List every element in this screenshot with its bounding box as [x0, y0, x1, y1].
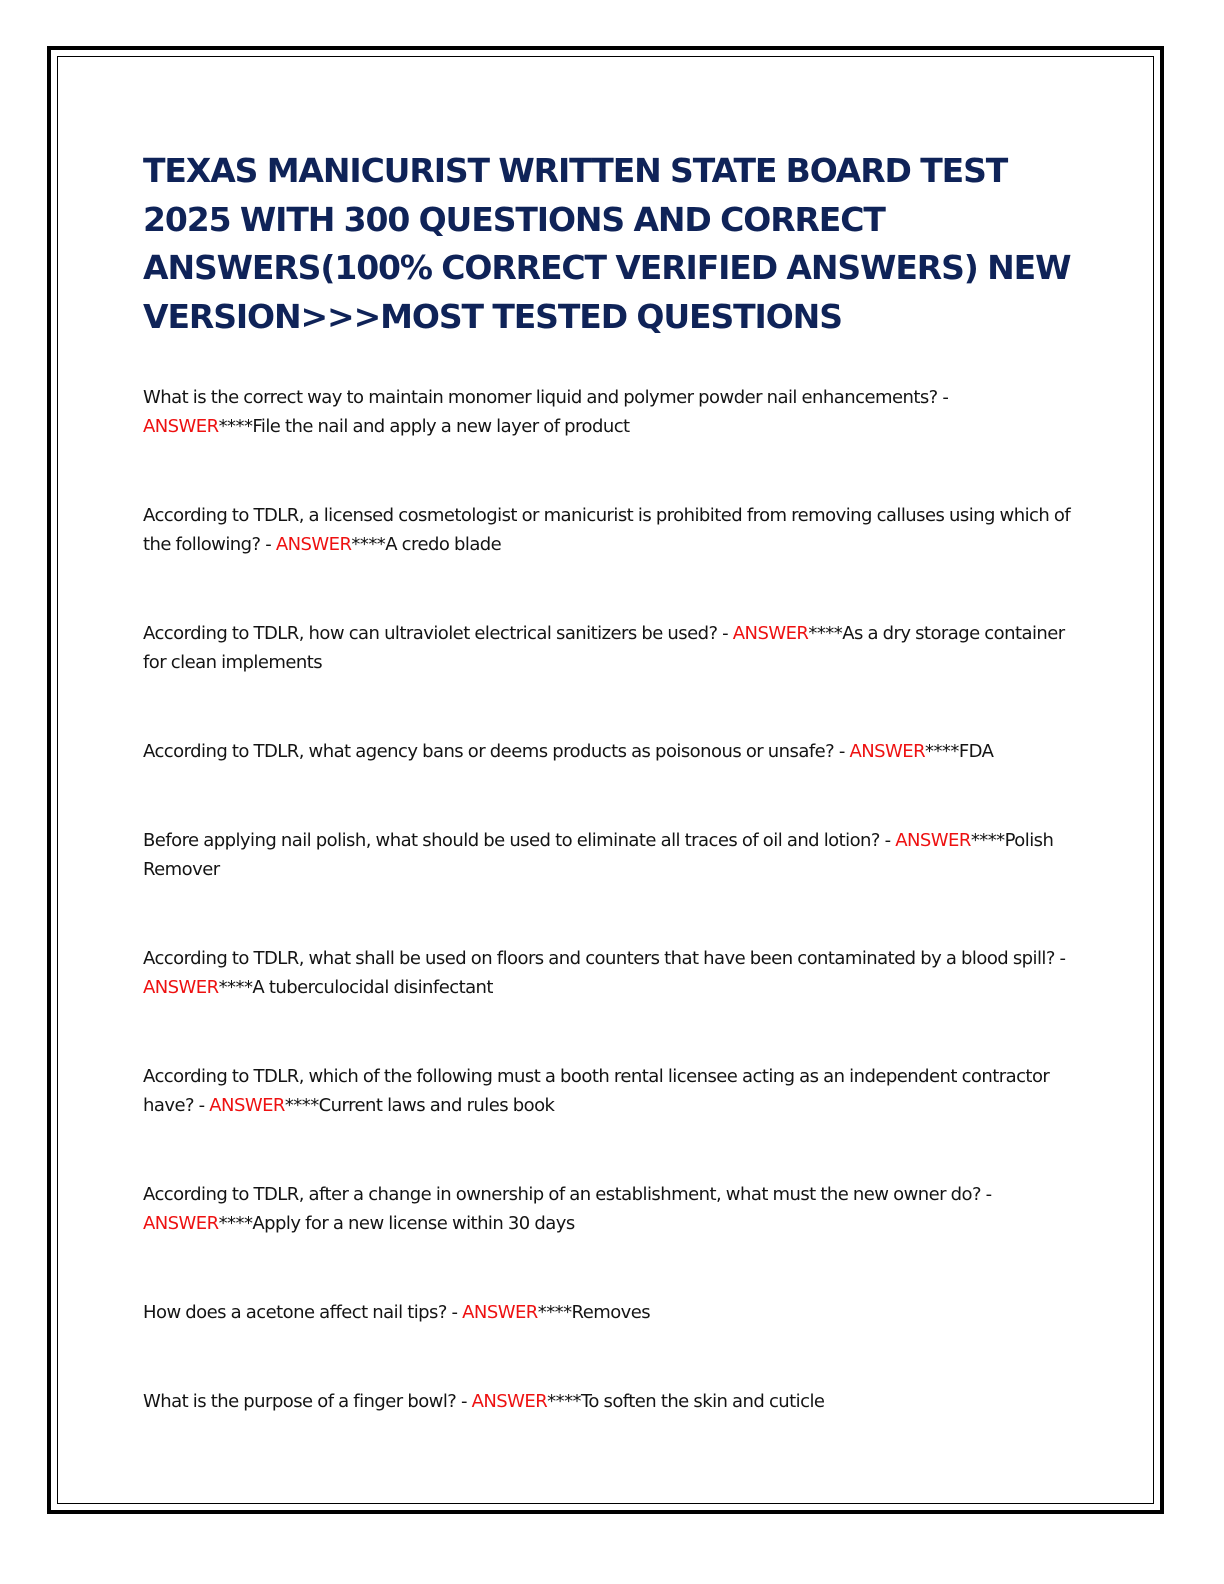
answer-text: ****Removes — [537, 1302, 651, 1323]
question-text: How does a acetone affect nail tips? - — [143, 1302, 463, 1323]
question-text: What is the purpose of a finger bowl? - — [143, 1391, 472, 1412]
answer-label: ANSWER — [143, 416, 219, 437]
answer-label: ANSWER — [143, 1213, 219, 1234]
qa-item — [143, 1180, 1073, 1238]
qa-item — [143, 383, 1073, 441]
document-title: TEXAS MANICURIST WRITTEN STATE BOARD TEST 2025 WITH 300 QUESTIONS AND CORRECT ANSWERS(100% CORRECT VERIFIED ANSWERS) NEW VERSION>>>MOST TESTED QUESTIONS — [143, 151, 1071, 336]
answer-text: ****As a dry storage container for clean implements — [143, 623, 1065, 673]
answer-text: ****File the nail and apply a new layer of product — [218, 416, 630, 437]
answer-label: ANSWER — [471, 1391, 548, 1412]
question-text: According to TDLR, which of the following must a booth rental licensee acting as an independent contractor have? - — [143, 1066, 1050, 1116]
qa-item — [143, 501, 1073, 559]
question-text: According to TDLR, how can ultraviolet electrical sanitizers be used? - — [143, 623, 733, 644]
answer-label: ANSWER — [462, 1302, 538, 1323]
answer-text: ****A tuberculocidal disinfectant — [218, 977, 493, 998]
question-text: According to TDLR, what shall be used on floors and counters that have been contaminated by a blood spill? - — [143, 948, 1066, 969]
answer-text: ****To soften the skin and cuticle — [547, 1391, 825, 1412]
question-text: According to TDLR, after a change in ownership of an establishment, what must the new owner do? - — [143, 1184, 992, 1205]
answer-label: ANSWER — [143, 977, 219, 998]
answer-text: ****A credo blade — [351, 534, 502, 555]
answer-text: ****Polish Remover — [143, 830, 1054, 880]
qa-list — [143, 383, 1073, 1476]
qa-item — [143, 1062, 1073, 1120]
qa-item — [143, 737, 1073, 766]
answer-label: ANSWER — [732, 623, 809, 644]
question-text: According to TDLR, a licensed cosmetologist or manicurist is prohibited from removing calluses using which of the following? - — [143, 505, 1071, 555]
qa-item — [143, 1298, 1073, 1327]
qa-item — [143, 944, 1073, 1002]
answer-text: ****Apply for a new license within 30 days — [218, 1213, 575, 1234]
question-text: According to TDLR, what agency bans or deems products as poisonous or unsafe? - — [143, 741, 850, 762]
answer-text: ****FDA — [925, 741, 994, 762]
qa-item — [143, 619, 1073, 677]
question-text: What is the correct way to maintain monomer liquid and polymer powder nail enhancements? - — [143, 387, 949, 408]
answer-text: ****Current laws and rules book — [284, 1095, 555, 1116]
qa-item — [143, 826, 1073, 884]
answer-label: ANSWER — [895, 830, 971, 851]
answer-label: ANSWER — [209, 1095, 285, 1116]
qa-item — [143, 1387, 1073, 1416]
answer-label: ANSWER — [849, 741, 926, 762]
answer-label: ANSWER — [275, 534, 352, 555]
question-text: Before applying nail polish, what should be used to eliminate all traces of oil and lotion? - — [143, 830, 896, 851]
